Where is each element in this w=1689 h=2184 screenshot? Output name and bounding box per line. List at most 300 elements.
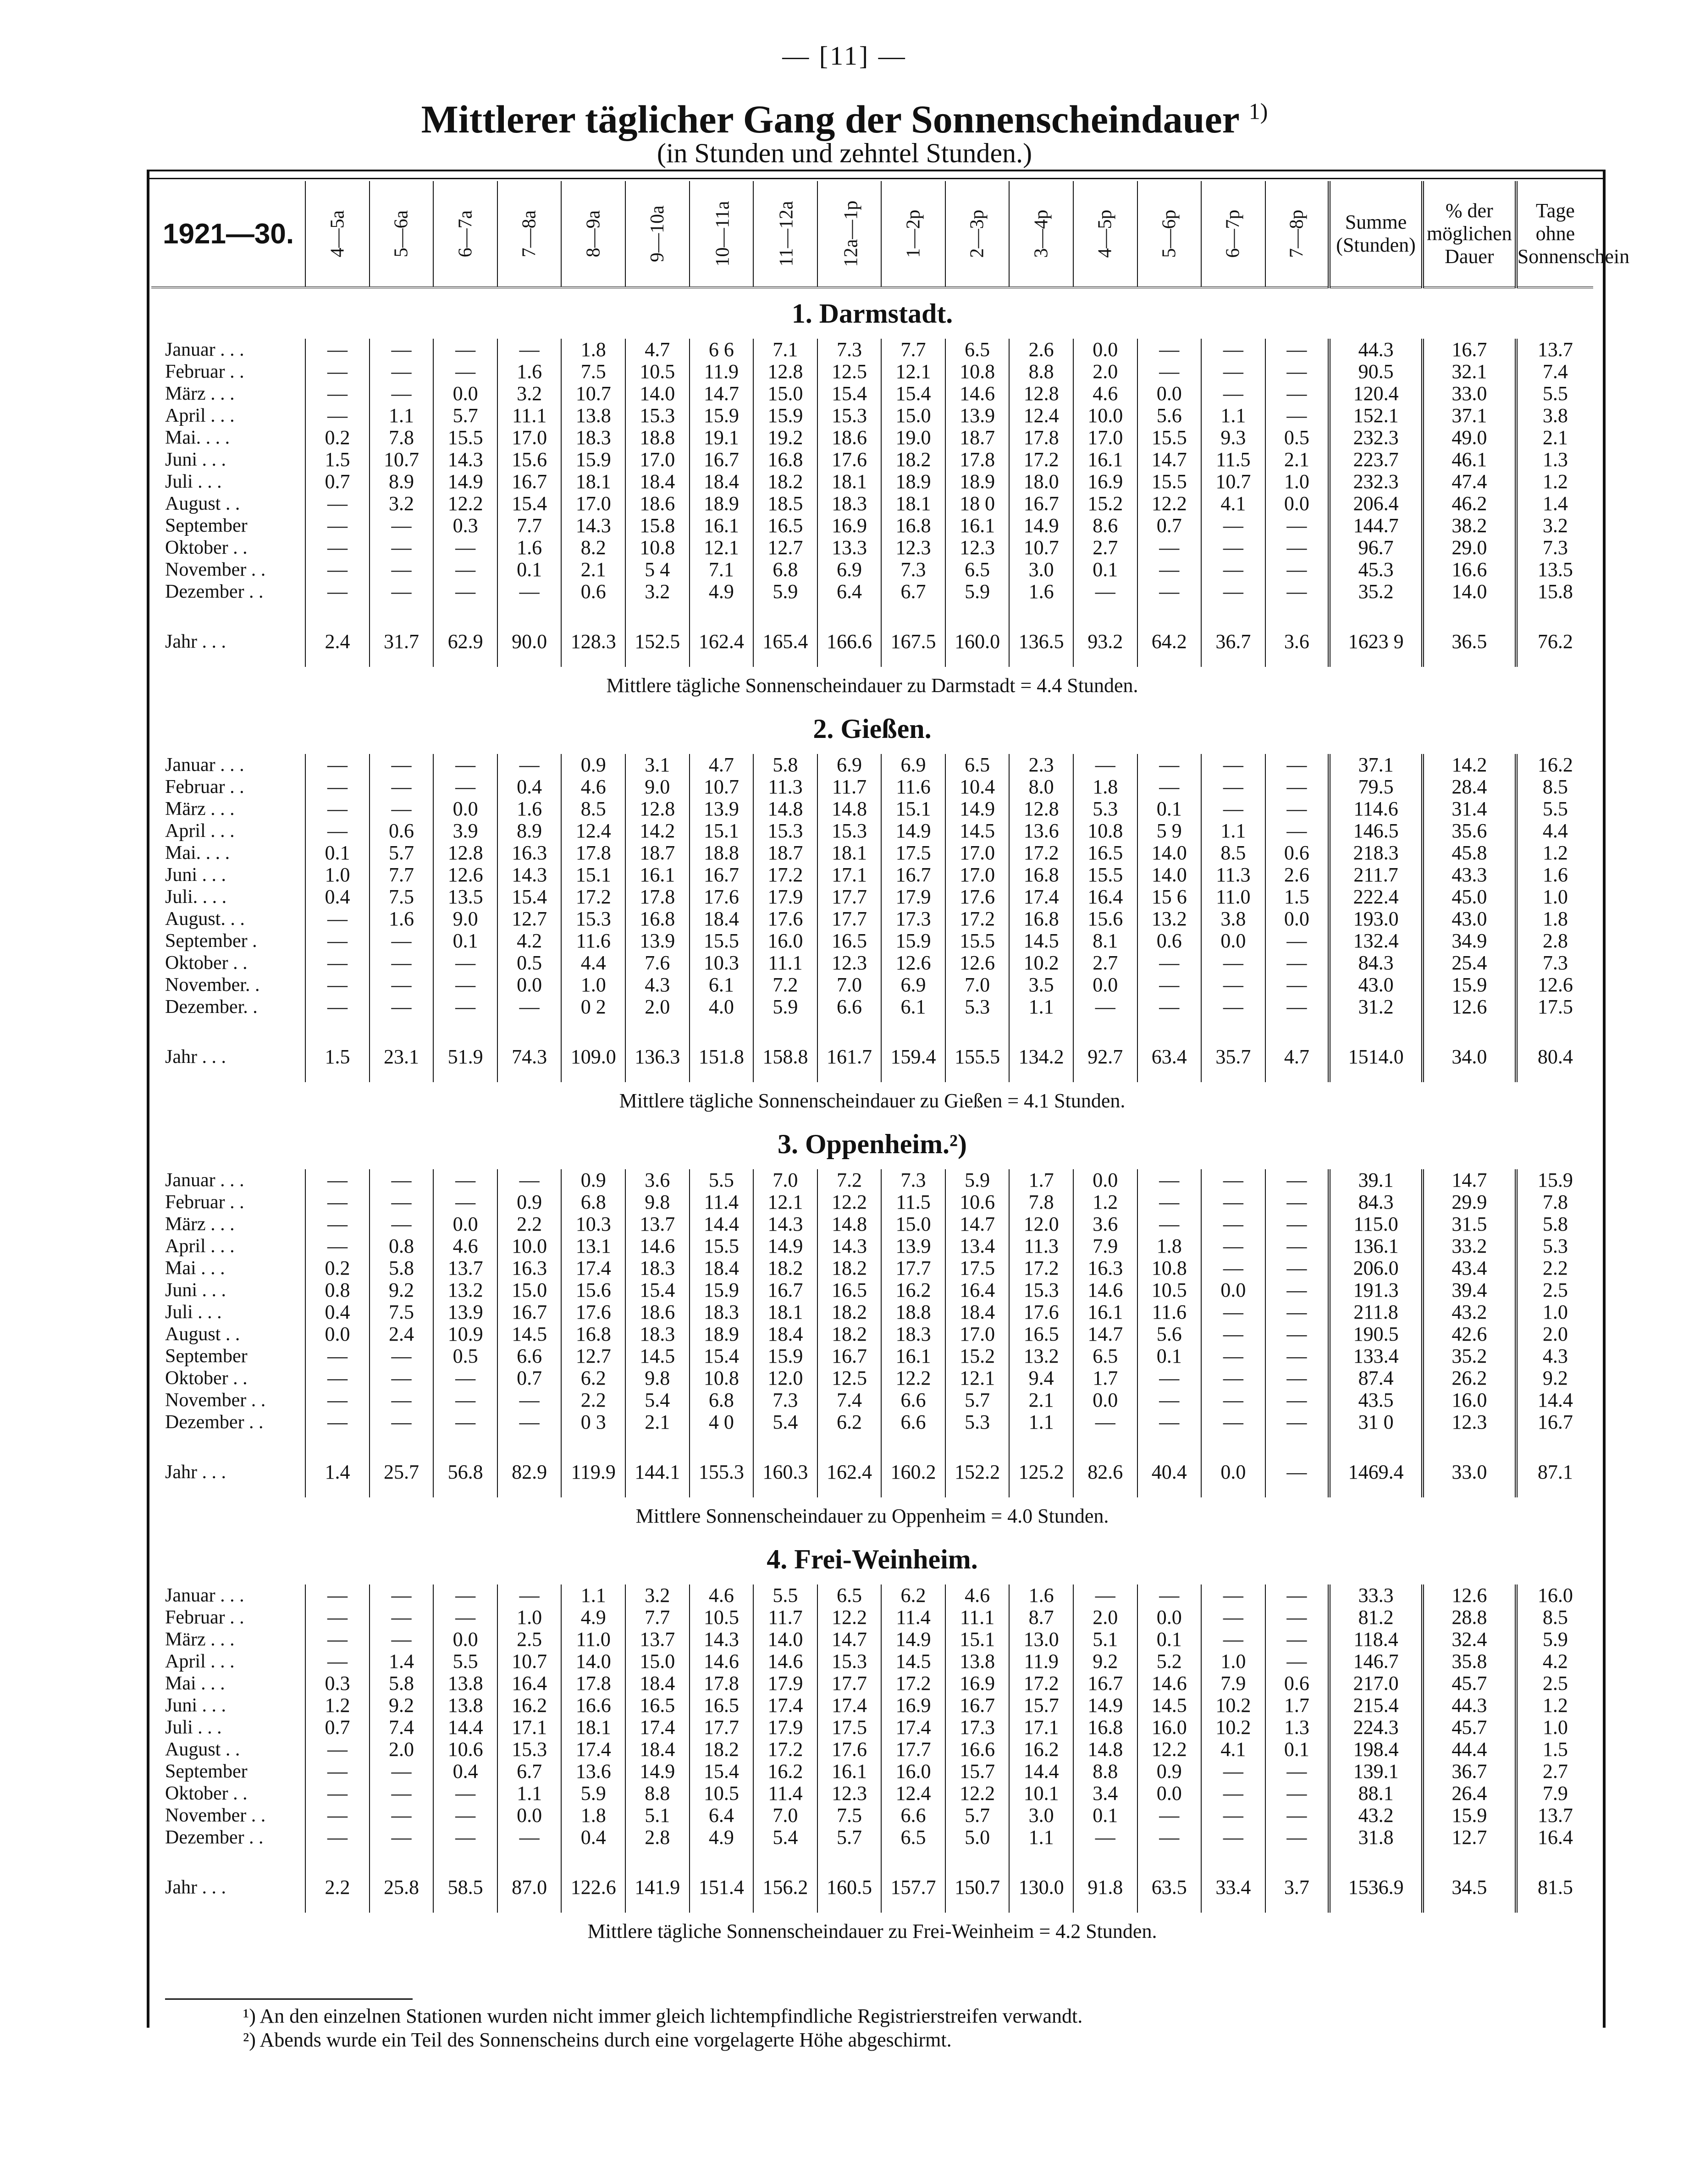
hour-value: — <box>433 974 497 996</box>
hour-value: 160.5 <box>817 1862 882 1913</box>
days-value: 1.2 <box>1516 1694 1593 1716</box>
hour-value: — <box>1137 952 1202 974</box>
percent-value: 43.2 <box>1423 1301 1516 1323</box>
month-label: November. . <box>165 974 260 996</box>
hour-value: 16.7 <box>690 449 754 471</box>
hour-value: 122.6 <box>561 1862 625 1913</box>
hour-value: — <box>370 1389 434 1411</box>
hour-value: 16.9 <box>945 1672 1010 1694</box>
hour-value: 0.7 <box>305 471 370 493</box>
spacer-cell <box>1009 1018 1073 1032</box>
percent-value: 49.0 <box>1423 427 1516 449</box>
hour-value: — <box>305 1213 370 1235</box>
hour-value: 15.4 <box>625 1279 690 1301</box>
hour-value: 10.7 <box>1009 537 1073 559</box>
hour-value: — <box>1201 1804 1265 1826</box>
hour-value: 10.4 <box>945 776 1010 798</box>
hour-value: 8.5 <box>1201 842 1265 864</box>
hour-value: 18.4 <box>625 471 690 493</box>
hour-value: 7.3 <box>753 1389 817 1411</box>
hour-value: — <box>370 798 434 820</box>
hour-value: — <box>1201 1235 1265 1257</box>
footnote-rule <box>165 1998 413 2000</box>
days-value: 1.4 <box>1516 493 1593 515</box>
hour-header <box>433 181 497 287</box>
hour-value: — <box>1201 559 1265 581</box>
hour-value: 10.5 <box>690 1782 754 1804</box>
hour-value: 15.4 <box>497 493 562 515</box>
percent-value: 34.0 <box>1423 1032 1516 1082</box>
hour-value: 14.7 <box>690 383 754 405</box>
hour-header-label: 5—6a <box>391 210 412 258</box>
hour-value: 13.6 <box>1009 820 1073 842</box>
sum-value: 232.3 <box>1329 427 1423 449</box>
hour-value: 10.9 <box>433 1323 497 1345</box>
spacer-cell <box>151 1018 305 1032</box>
hour-value: 15.0 <box>753 383 817 405</box>
month-row <box>151 1650 1593 1672</box>
hour-value: — <box>370 1628 434 1650</box>
hour-value: 87.0 <box>497 1862 562 1913</box>
hour-value: — <box>1201 1606 1265 1628</box>
hour-value: 15.1 <box>561 864 625 886</box>
mean-row <box>151 1497 1593 1534</box>
hour-value: 5.6 <box>1137 405 1202 427</box>
days-value: 87.1 <box>1516 1447 1593 1497</box>
hour-value: 16.2 <box>1009 1738 1073 1760</box>
hour-value: — <box>370 974 434 996</box>
sum-value: 43.2 <box>1329 1804 1423 1826</box>
hour-value: — <box>1137 754 1202 776</box>
hour-header-label: 12a—1p <box>840 200 862 267</box>
hour-value: 1.6 <box>497 798 562 820</box>
hour-value: 12.3 <box>817 1782 882 1804</box>
days-value: 76.2 <box>1516 616 1593 667</box>
sum-value: 206.4 <box>1329 493 1423 515</box>
hour-value: 11.6 <box>881 776 945 798</box>
year-row <box>151 1447 1593 1497</box>
hour-value: 16.5 <box>690 1694 754 1716</box>
days-value: 13.7 <box>1516 339 1593 361</box>
sum-value: 37.1 <box>1329 754 1423 776</box>
hour-value: — <box>370 1367 434 1389</box>
hour-value: — <box>370 1191 434 1213</box>
hour-value: 0.2 <box>305 427 370 449</box>
hour-value: — <box>1265 383 1330 405</box>
hour-value: 10.7 <box>1201 471 1265 493</box>
hour-value: 15.3 <box>753 820 817 842</box>
spacer-cell <box>753 1433 817 1447</box>
hour-value: 136.5 <box>1009 616 1073 667</box>
hour-value: 2.1 <box>1009 1389 1073 1411</box>
hour-value: 15.3 <box>497 1738 562 1760</box>
hour-value: 5.5 <box>690 1169 754 1191</box>
sum-value: 217.0 <box>1329 1672 1423 1694</box>
spacer-cell <box>1137 603 1202 616</box>
hour-value: 0.7 <box>305 1716 370 1738</box>
hour-value: 16.3 <box>497 1257 562 1279</box>
hour-value: — <box>497 754 562 776</box>
hour-value: 17.0 <box>625 449 690 471</box>
days-value: 8.5 <box>1516 1606 1593 1628</box>
sum-value: 115.0 <box>1329 1213 1423 1235</box>
hour-value: 3.0 <box>1009 559 1073 581</box>
hour-value: 7.8 <box>370 427 434 449</box>
hour-value: 25.8 <box>370 1862 434 1913</box>
hour-value: 3.8 <box>1201 908 1265 930</box>
hour-value: — <box>433 581 497 603</box>
hour-value: 15.1 <box>945 1628 1010 1650</box>
hour-value: 10.3 <box>690 952 754 974</box>
mean-sunshine-text: Mittlere Sonnenscheindauer zu Oppenheim = 4.0 Stunden. <box>635 1504 1109 1527</box>
hour-value: — <box>305 537 370 559</box>
hour-value: 0.9 <box>1137 1760 1202 1782</box>
hour-value: 6.2 <box>817 1411 882 1433</box>
hour-value: 2.2 <box>497 1213 562 1235</box>
spacer-cell <box>1516 1433 1593 1447</box>
hour-value: 3.6 <box>1265 616 1330 667</box>
sum-value: 84.3 <box>1329 1191 1423 1213</box>
hour-value: 63.5 <box>1137 1862 1202 1913</box>
percent-value: 28.4 <box>1423 776 1516 798</box>
month-label: März . . . <box>165 1214 235 1235</box>
hour-value: 4 0 <box>690 1411 754 1433</box>
hour-value: 7.4 <box>817 1389 882 1411</box>
spacer-cell <box>151 603 305 616</box>
hour-value: 14.9 <box>1073 1694 1137 1716</box>
hour-value: — <box>497 339 562 361</box>
hour-value: 14.9 <box>625 1760 690 1782</box>
hour-value: 17.7 <box>817 908 882 930</box>
hour-value: 0.9 <box>497 1191 562 1213</box>
hour-value: — <box>1265 1826 1330 1848</box>
hour-value: 5.3 <box>945 1411 1010 1433</box>
hour-value: 17.2 <box>561 886 625 908</box>
hour-value: 1.4 <box>305 1447 370 1497</box>
hour-value: 14.0 <box>625 383 690 405</box>
hour-value: — <box>370 1804 434 1826</box>
sum-value: 211.7 <box>1329 864 1423 886</box>
hour-value: 159.4 <box>881 1032 945 1082</box>
hour-value: 36.7 <box>1201 616 1265 667</box>
hour-value: 10.2 <box>1201 1716 1265 1738</box>
month-row <box>151 1191 1593 1213</box>
hour-value: 165.4 <box>753 616 817 667</box>
month-row <box>151 1738 1593 1760</box>
hour-value: 4.6 <box>690 1584 754 1606</box>
month-label: Februar . . <box>165 1192 244 1213</box>
hour-value: — <box>1201 1584 1265 1606</box>
frame-top-rule <box>149 178 1603 179</box>
hour-value: 2.6 <box>1265 864 1330 886</box>
hour-value: 6.4 <box>690 1804 754 1826</box>
month-label: Mai. . . . <box>165 427 230 448</box>
month-label: Juli . . . <box>165 1717 222 1738</box>
spacer-cell <box>753 1848 817 1862</box>
hour-value: — <box>305 383 370 405</box>
sum-value: 31.8 <box>1329 1826 1423 1848</box>
hour-value: 12.4 <box>1009 405 1073 427</box>
percent-value: 15.9 <box>1423 1804 1516 1826</box>
spacer-cell <box>561 1433 625 1447</box>
hour-value: — <box>433 952 497 974</box>
hour-value: 16.9 <box>1073 471 1137 493</box>
hour-value: 12.2 <box>433 493 497 515</box>
hour-value: 5.5 <box>753 1584 817 1606</box>
hour-value: 11.3 <box>753 776 817 798</box>
percent-value: 16.6 <box>1423 559 1516 581</box>
percent-value: 16.0 <box>1423 1389 1516 1411</box>
month-label: Dezember . . <box>165 1412 264 1433</box>
month-row <box>151 1213 1593 1235</box>
sum-value: 120.4 <box>1329 383 1423 405</box>
sum-value: 1469.4 <box>1329 1447 1423 1497</box>
month-label: April . . . <box>165 405 235 426</box>
hour-value: 17.4 <box>753 1694 817 1716</box>
hour-value: 17.7 <box>690 1716 754 1738</box>
hour-value: — <box>305 1411 370 1433</box>
percent-value: 43.0 <box>1423 908 1516 930</box>
hour-value: — <box>433 1367 497 1389</box>
spacer-cell <box>817 603 882 616</box>
hour-value: 15.2 <box>1073 493 1137 515</box>
hour-value: 0.3 <box>305 1672 370 1694</box>
days-value: 2.5 <box>1516 1672 1593 1694</box>
year-row <box>151 616 1593 667</box>
hour-value: — <box>370 952 434 974</box>
hour-value: 0.1 <box>1073 559 1137 581</box>
hour-value: 17.1 <box>497 1716 562 1738</box>
page-title <box>0 96 1689 142</box>
hour-value: 16.3 <box>497 842 562 864</box>
hour-value: 7.7 <box>881 339 945 361</box>
hour-value: — <box>305 1606 370 1628</box>
hour-value: 4.9 <box>690 581 754 603</box>
month-label: März . . . <box>165 798 235 820</box>
hour-value: — <box>1265 1628 1330 1650</box>
hour-value: 12.1 <box>945 1367 1010 1389</box>
hour-value: 0.9 <box>561 754 625 776</box>
hour-value: 0.4 <box>433 1760 497 1782</box>
hour-value: 5.3 <box>1073 798 1137 820</box>
hour-value: 0.9 <box>561 1169 625 1191</box>
hour-value: 9.2 <box>1073 1650 1137 1672</box>
month-row <box>151 449 1593 471</box>
spacer-cell <box>945 1018 1010 1032</box>
spacer-cell <box>817 1848 882 1862</box>
hour-value: — <box>305 754 370 776</box>
month-row <box>151 1367 1593 1389</box>
percent-value: 14.7 <box>1423 1169 1516 1191</box>
hour-value: 11.0 <box>1201 886 1265 908</box>
percent-value: 37.1 <box>1423 405 1516 427</box>
hour-value: 6.9 <box>881 754 945 776</box>
hour-value: 11.3 <box>1009 1235 1073 1257</box>
month-row <box>151 1804 1593 1826</box>
percent-value: 12.7 <box>1423 1826 1516 1848</box>
hour-value: 5.9 <box>945 581 1010 603</box>
spacer-cell <box>1009 1848 1073 1862</box>
days-value: 16.7 <box>1516 1411 1593 1433</box>
month-label: März . . . <box>165 383 235 404</box>
days-value: 16.0 <box>1516 1584 1593 1606</box>
spacer-cell <box>817 1433 882 1447</box>
hour-value: 13.8 <box>433 1672 497 1694</box>
sum-value: 44.3 <box>1329 339 1423 361</box>
days-value: 7.9 <box>1516 1782 1593 1804</box>
hour-value: 13.9 <box>433 1301 497 1323</box>
hour-value: 91.8 <box>1073 1862 1137 1913</box>
month-row <box>151 1323 1593 1345</box>
month-row <box>151 515 1593 537</box>
percent-value: 14.0 <box>1423 581 1516 603</box>
hour-value: 17.2 <box>1009 842 1073 864</box>
spacer-cell <box>305 1848 370 1862</box>
hour-value: 151.4 <box>690 1862 754 1913</box>
hour-value: 17.5 <box>945 1257 1010 1279</box>
hour-value: 7.2 <box>817 1169 882 1191</box>
hour-value: 14.3 <box>690 1628 754 1650</box>
sum-value: 114.6 <box>1329 798 1423 820</box>
spacer-cell <box>1265 603 1330 616</box>
hour-value: 5.3 <box>945 996 1010 1018</box>
hour-value: 15.5 <box>690 1235 754 1257</box>
hour-value: 18.4 <box>945 1301 1010 1323</box>
hour-value: — <box>497 1169 562 1191</box>
hour-value: — <box>1201 952 1265 974</box>
hour-value: 6.2 <box>881 1584 945 1606</box>
hour-value: 13.6 <box>561 1760 625 1782</box>
hour-value: 5.4 <box>625 1389 690 1411</box>
percent-value: 31.5 <box>1423 1213 1516 1235</box>
hour-value: — <box>1137 361 1202 383</box>
hour-value: — <box>370 383 434 405</box>
spacer-cell <box>497 1848 562 1862</box>
hour-value: 74.3 <box>497 1032 562 1082</box>
hour-value: 13.7 <box>625 1213 690 1235</box>
hour-value: — <box>305 1389 370 1411</box>
hour-value: 6.5 <box>1073 1345 1137 1367</box>
period-header: 1921—30. <box>151 181 305 287</box>
sum-value: 232.3 <box>1329 471 1423 493</box>
sum-value: 146.7 <box>1329 1650 1423 1672</box>
hour-value: 14.8 <box>817 798 882 820</box>
hour-value: 0.3 <box>433 515 497 537</box>
hour-value: 2.1 <box>625 1411 690 1433</box>
month-row <box>151 842 1593 864</box>
hour-value: 15.6 <box>561 1279 625 1301</box>
hour-value: — <box>305 1782 370 1804</box>
sum-value: 206.0 <box>1329 1257 1423 1279</box>
hour-value: 0.6 <box>1265 842 1330 864</box>
sum-value: 139.1 <box>1329 1760 1423 1782</box>
hour-value: — <box>433 1606 497 1628</box>
hour-value: 1.2 <box>305 1694 370 1716</box>
hour-value: 14.0 <box>561 1650 625 1672</box>
hour-value: — <box>1265 1411 1330 1433</box>
hour-value: 13.9 <box>945 405 1010 427</box>
hour-value: 17.6 <box>945 886 1010 908</box>
hour-value: 58.5 <box>433 1862 497 1913</box>
hour-value: — <box>370 1760 434 1782</box>
hour-value: 9.4 <box>1009 1367 1073 1389</box>
hour-value: 3.4 <box>1073 1782 1137 1804</box>
hour-value: 18.2 <box>817 1301 882 1323</box>
sum-value: 215.4 <box>1329 1694 1423 1716</box>
hour-value: 0.0 <box>1073 974 1137 996</box>
spacer-cell <box>561 1848 625 1862</box>
hour-value: 9.2 <box>370 1694 434 1716</box>
percent-value: 38.2 <box>1423 515 1516 537</box>
hour-value: 14.5 <box>881 1650 945 1672</box>
month-label: Mai . . . <box>165 1673 225 1694</box>
hour-value: — <box>1137 974 1202 996</box>
hour-value: — <box>433 1411 497 1433</box>
station-title-row <box>151 287 1593 339</box>
hour-value: 15.3 <box>561 908 625 930</box>
hour-value: 3.9 <box>433 820 497 842</box>
hour-value: 6.5 <box>945 559 1010 581</box>
hour-value: 5.7 <box>945 1804 1010 1826</box>
hour-value: 6.1 <box>690 974 754 996</box>
hour-value: 8.2 <box>561 537 625 559</box>
hour-value: 16.7 <box>753 1279 817 1301</box>
spacer-cell <box>370 1018 434 1032</box>
hour-value: 14.0 <box>753 1628 817 1650</box>
footnote-2: ²) Abends wurde ein Teil des Sonnenscheins durch eine vorgelagerte Höhe abgeschirmt. <box>243 2029 952 2051</box>
hour-header-label: 8—9a <box>583 210 604 258</box>
month-label: Jahr . . . <box>165 631 226 652</box>
hour-value: 12.2 <box>881 1367 945 1389</box>
month-row <box>151 820 1593 842</box>
hour-value: 17.6 <box>753 908 817 930</box>
hour-value: 40.4 <box>1137 1447 1202 1497</box>
hour-value: 10.8 <box>1137 1257 1202 1279</box>
sum-value: 1514.0 <box>1329 1032 1423 1082</box>
hour-value: — <box>1073 1411 1137 1433</box>
spacer-cell <box>1137 1018 1202 1032</box>
hour-value: 3.6 <box>1073 1213 1137 1235</box>
month-row <box>151 908 1593 930</box>
hour-value: 15.5 <box>1137 427 1202 449</box>
month-label: Dezember . . <box>165 581 264 602</box>
hour-value: 4.7 <box>1265 1032 1330 1082</box>
hour-value: 14.9 <box>753 1235 817 1257</box>
hour-value: 3.6 <box>625 1169 690 1191</box>
hour-value: — <box>305 1760 370 1782</box>
hour-value: — <box>1265 1389 1330 1411</box>
hour-value: — <box>433 1169 497 1191</box>
hour-value: 17.4 <box>817 1694 882 1716</box>
hour-value: 15.3 <box>817 1650 882 1672</box>
hour-header <box>1073 181 1137 287</box>
hour-value: 17.2 <box>881 1672 945 1694</box>
hour-value: 4.3 <box>625 974 690 996</box>
hour-value: 2.3 <box>1009 754 1073 776</box>
hour-value: 17.7 <box>817 886 882 908</box>
hour-value: 17.4 <box>881 1716 945 1738</box>
month-row <box>151 1628 1593 1650</box>
hour-value: — <box>1137 1389 1202 1411</box>
hour-value: 0.1 <box>1137 798 1202 820</box>
hour-value: 5.9 <box>753 996 817 1018</box>
hour-value: 10.7 <box>497 1650 562 1672</box>
hour-value: 18.2 <box>817 1323 882 1345</box>
hour-value: 0.5 <box>497 952 562 974</box>
hour-value: 15.8 <box>625 515 690 537</box>
hour-value: 16.5 <box>1073 842 1137 864</box>
hour-value: — <box>305 776 370 798</box>
